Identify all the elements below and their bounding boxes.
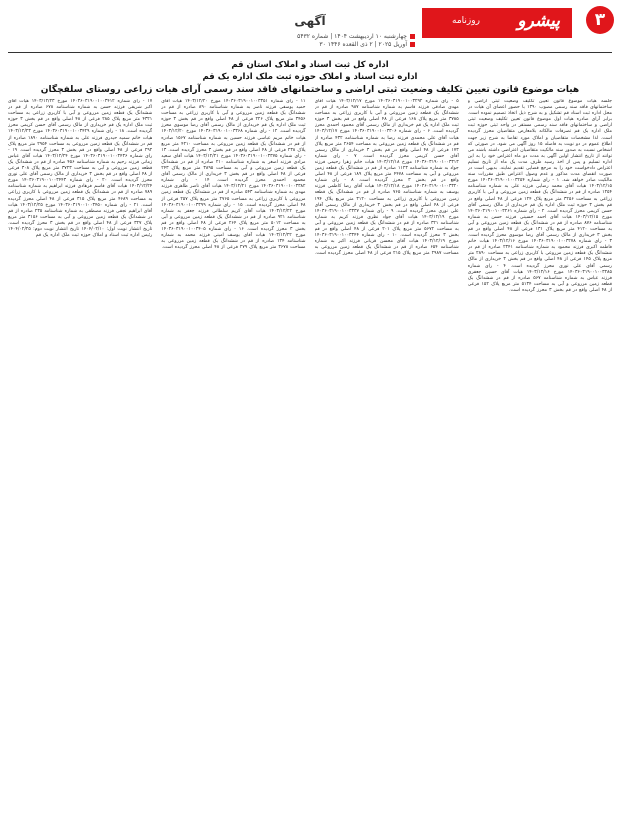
column-text: ۱۷ - رای شماره ۱۴۰۳۶۰۳۱۹۰۰۱۰۰۳۴۱۲ مورخ ۱۴۰۳/۱۲/۲۳ هیات آقای اکبر شریفی فرزند حسن به شماره شناسنامه ۶۷۸ صادره از قم در ششدانگ یک قطعه زمین مزروعی و آبی با کاربری زراعی به مساحت ۴۳۲۱ متر مربع پلاک ۲۸۵ فرعی از ۴۸ اصلی واقع در قم بخش ۳ حوزه ثبت ملک اداره یک قم خریداری از مالک رسمی آقای حسن کریمی محرز گردیده است. ۱۸ - رای شماره ۱۴۰۳۶۰۳۱۹۰۰۱۰۰۳۴۲۹ مورخ ۱۴۰۳/۱۲/۲۳ هیات خانم سمیه حیدری فرزند علی به شماره شناسنامه ۱۸۹۰ صادره از قم در ششدانگ یک قطعه زمین مزروعی به مساحت ۲۹۵۴ متر مربع پلاک ۲۹۲ فرعی از ۴۸ اصلی واقع در قم بخش ۳ محرز گردیده است. ۱۹ - رای شماره ۱۴۰۳۶۰۳۱۹۰۰۱۰۰۳۴۳۶ مورخ ۱۴۰۳/۱۲/۲۴ هیات آقای عباس زمانی فرزند رحیم به شماره شناسنامه ۴۵۶ صادره از قم در ششدانگ یک قطعه زمین مزروعی و آبی به مساحت ۳۷۲۳ متر مربع پلاک ۳۰۸ فرعی از ۴۸ اصلی واقع در قم بخش ۳ خریداری از مالک رسمی آقای علی نوری محرز گردیده است. ۲۰ - رای شماره ۱۴۰۳۶۰۳۱۹۰۰۱۰۰۳۴۴۳ مورخ ۱۴۰۳/۱۲/۲۴ هیات آقای قاسم فرهادی فرزند ابراهیم به شماره شناسنامه ۷۸۹ صادره از قم در ششدانگ یک قطعه زمین مزروعی با کاربری زراعی به مساحت ۴۶۸۹ متر مربع پلاک ۳۱۵ فرعی از ۴۸ اصلی محرز گردیده است. ۲۱ - رای شماره ۱۴۰۳۶۰۳۱۹۰۰۱۰۰۳۴۵۰ مورخ ۱۴۰۳/۱۲/۲۵ هیات آقای ابراهیم نجفی فرزند مصطفی به شماره شناسنامه ۲۳۵ صادره از قم در ششدانگ یک قطعه زمین مزروعی و آبی به مساحت ۳۱۵۶ متر مربع پلاک ۳۲۷ فرعی از ۴۸ اصلی واقع در قم بخش ۳ محرز گردیده است. تاریخ انتشار نوبت اول: ۱۴۰۴/۰۲/۱۰ تاریخ انتشار نوبت دوم: ۱۴۰۴/۰۲/۲۵ رئیس اداره ثبت اسناد و املاک حوزه ثبت ملک اداره یک قم (8, 99, 153, 239)
column-text: جلسه هیات موضوع قانون تعیین تکلیف وضعیت ثبتی اراضی و ساختمانهای فاقد سند رسمی مصوب ۱۳۹۰ با حضور اعضای آن هیات در محل اداره ثبت اسناد قم تشکیل و به شرح ذیل اتخاذ تصمیم نموده است. برابر آرای صادره هیات اول موضوع قانون تعیین تکلیف وضعیت ثبتی اراضی و ساختمانهای فاقد سند رسمی مستقر در واحد ثبتی حوزه ثبت ملک اداره یک قم تصرفات مالکانه بلامعارض متقاضیان محرز گردیده است. لذا مشخصات متقاضیان و املاک مورد تقاضا به شرح زیر جهت اطلاع عموم در دو نوبت به فاصله ۱۵ روز آگهی می شود. در صورتی که اشخاص نسبت به صدور سند مالکیت متقاضیان اعتراضی داشته باشند می توانند از تاریخ انتشار اولین آگهی به مدت دو ماه اعتراض خود را به این اداره تسلیم و پس از اخذ رسید ظرف مدت یک ماه از تاریخ تسلیم اعتراض دادخواست خود را به مرجع قضایی تقدیم نمایند. بدیهی است در صورت انقضای مدت مذکور و عدم وصول اعتراض طبق مقررات سند مالکیت صادر خواهد شد. ۱ - رای شماره ۱۴۰۳۶۰۳۱۹۰۰۱۰۰۳۲۵۴ مورخ ۱۴۰۳/۱۲/۱۵ هیات آقای محمد رضایی فرزند علی به شماره شناسنامه ۱۲۵۴ صادره از قم در ششدانگ یک قطعه زمین مزروعی و آبی با کاربری زراعی به مساحت ۳۲۵۶ متر مربع پلاک ۱۲۴ فرعی از ۴۸ اصلی واقع در قم بخش ۳ حوزه ثبت ملک اداره یک قم خریداری از مالک رسمی آقای حسن کریمی محرز گردیده است. ۲ - رای شماره ۱۴۰۳۶۰۳۱۹۰۰۱۰۰۳۲۶۱ مورخ ۱۴۰۳/۱۲/۱۵ هیات آقای احمد حسینی فرزند حسن به شماره شناسنامه ۸۷۶ صادره از قم در ششدانگ یک قطعه زمین مزروعی و آبی به مساحت ۴۱۲۰ متر مربع پلاک ۱۳۱ فرعی از ۴۸ اصلی واقع در قم بخش ۳ خریداری از مالک رسمی آقای رضا موسوی محرز گردیده است. ۳ - رای شماره ۱۴۰۳۶۰۳۱۹۰۰۱۰۰۳۲۷۸ مورخ ۱۴۰۳/۱۲/۱۶ هیات خانم فاطمه اکبری فرزند محمود به شماره شناسنامه ۲۳۴۱ صادره از قم در ششدانگ یک قطعه زمین مزروعی با کاربری زراعی به مساحت ۲۸۹۰ متر مربع پلاک ۱۴۵ فرعی از ۴۸ اصلی واقع در قم بخش ۳ خریداری از مالک رسمی آقای علی نوری محرز گردیده است. ۴ - رای شماره ۱۴۰۳۶۰۳۱۹۰۰۱۰۰۳۲۸۵ مورخ ۱۴۰۳/۱۲/۱۶ هیات آقای حسین جعفری فرزند عباس به شماره شناسنامه ۵۶۷ صادره از قم در ششدانگ یک قطعه زمین مزروعی و آبی به مساحت ۵۱۳۴ متر مربع پلاک ۱۵۲ فرعی از ۴۸ اصلی واقع در قم بخش ۳ محرز گردیده است. (467, 99, 612, 293)
notice-title-3: هیات موضوع قانون تعیین تکلیف وضعیت ثبتی اراضی و ساختمانهای فاقد سند رسمی آرای هیات زراعی روستای سلفچگان (40, 85, 580, 95)
column-3 (161, 99, 305, 831)
page-number-badge: ۳ (586, 6, 614, 34)
date-line-1: چهارشنبه ۱۰ اردیبهشت ۱۴۰۴ | شماره ۵۴۳۲ (297, 33, 415, 41)
section-title: آگهی (294, 14, 326, 28)
column-text: ۵ - رای شماره ۱۴۰۳۶۰۳۱۹۰۰۱۰۰۳۲۹۲ مورخ ۱۴۰۳/۱۲/۱۷ هیات آقای مهدی صادقی فرزند قاسم به شماره شناسنامه ۹۸۷ صادره از قم در ششدانگ یک قطعه زمین مزروعی و آبی با کاربری زراعی به مساحت ۳۷۸۵ متر مربع پلاک ۱۶۸ فرعی از ۴۸ اصلی واقع در قم بخش ۳ حوزه ثبت ملک اداره یک قم خریداری از مالک رسمی آقای محمود احمدی محرز گردیده است. ۶ - رای شماره ۱۴۰۳۶۰۳۱۹۰۰۱۰۰۳۳۰۶ مورخ ۱۴۰۳/۱۲/۱۷ هیات آقای علی محمدی فرزند رضا به شماره شناسنامه ۴۳۲ صادره از قم در ششدانگ یک قطعه زمین مزروعی به مساحت ۲۶۵۴ متر مربع پلاک ۱۷۳ فرعی از ۴۸ اصلی واقع در قم بخش ۳ خریداری از مالک رسمی آقای حسن کریمی محرز گردیده است. ۷ - رای شماره ۱۴۰۳۶۰۳۱۹۰۰۱۰۰۳۳۱۳ مورخ ۱۴۰۳/۱۲/۱۸ هیات خانم زهرا رحیمی فرزند جواد به شماره شناسنامه ۱۱۲۳ صادره از قم در ششدانگ یک قطعه زمین مزروعی و آبی به مساحت ۴۴۷۸ متر مربع پلاک ۱۸۹ فرعی از ۴۸ اصلی واقع در قم بخش ۳ محرز گردیده است. ۸ - رای شماره ۱۴۰۳۶۰۳۱۹۰۰۱۰۰۳۳۲۰ مورخ ۱۴۰۳/۱۲/۱۸ هیات آقای رضا کاظمی فرزند یوسف به شماره شناسنامه ۷۶۵ صادره از قم در ششدانگ یک قطعه زمین مزروعی با کاربری زراعی به مساحت ۳۱۲۰ متر مربع پلاک ۱۹۴ فرعی از ۴۸ اصلی واقع در قم بخش ۳ خریداری از مالک رسمی آقای علی نوری محرز گردیده است. ۹ - رای شماره ۱۴۰۳۶۰۳۱۹۰۰۱۰۰۳۳۳۷ مورخ ۱۴۰۳/۱۲/۱۹ هیات آقای جواد نظری فرزند کریم به شماره شناسنامه ۳۲۱ صادره از قم در ششدانگ یک قطعه زمین مزروعی و آبی به مساحت ۵۶۷۲ متر مربع پلاک ۲۰۱ فرعی از ۴۸ اصلی واقع در قم بخش ۳ محرز گردیده است. ۱۰ - رای شماره ۱۴۰۳۶۰۳۱۹۰۰۱۰۰۳۳۴۴ مورخ ۱۴۰۳/۱۲/۱۹ هیات آقای محسن قربانی فرزند اکبر به شماره شناسنامه ۶۵۴ صادره از قم در ششدانگ یک قطعه زمین مزروعی به مساحت ۲۹۸۷ متر مربع پلاک ۲۱۵ فرعی از ۴۸ اصلی محرز گردیده است. (314, 99, 459, 257)
notice-title-1: اداره کل ثبت اسناد و املاک استان قم (231, 60, 389, 70)
logo-name: پیشرو (517, 11, 560, 31)
date-line-2: ۳۰ آوریل ۲۰۲۵ | ۲ ذی القعده ۱۴۴۶ (297, 41, 415, 49)
column-text: ۱۱ - رای شماره ۱۴۰۳۶۰۳۱۹۰۰۱۰۰۳۳۵۱ مورخ ۱۴۰۳/۱۲/۲۰ هیات آقای حمید یوسفی فرزند ناصر به شماره شناسنامه ۸۹۰ صادره از قم در ششدانگ یک قطعه زمین مزروعی و آبی با کاربری زراعی به مساحت ۳۴۵۶ متر مربع پلاک ۲۲۶ فرعی از ۴۸ اصلی واقع در قم بخش ۳ حوزه ثبت ملک اداره یک قم خریداری از مالک رسمی آقای رضا موسوی محرز گردیده است. ۱۲ - رای شماره ۱۴۰۳۶۰۳۱۹۰۰۱۰۰۳۳۶۸ مورخ ۱۴۰۳/۱۲/۲۰ هیات خانم مریم عباسی فرزند حسین به شماره شناسنامه ۱۵۶۷ صادره از قم در ششدانگ یک قطعه زمین مزروعی به مساحت ۴۲۱۰ متر مربع پلاک ۲۳۸ فرعی از ۴۸ اصلی واقع در قم بخش ۳ محرز گردیده است. ۱۳ - رای شماره ۱۴۰۳۶۰۳۱۹۰۰۱۰۰۳۳۷۵ مورخ ۱۴۰۳/۱۲/۲۱ هیات آقای سعید مرادی فرزند اصغر به شماره شناسنامه ۲۱۰ صادره از قم در ششدانگ یک قطعه زمین مزروعی و آبی به مساحت ۳۸۹۵ متر مربع پلاک ۲۴۳ فرعی از ۴۸ اصلی واقع در قم بخش ۳ خریداری از مالک رسمی آقای محمود احمدی محرز گردیده است. ۱۴ - رای شماره ۱۴۰۳۶۰۳۱۹۰۰۱۰۰۳۳۸۲ مورخ ۱۴۰۳/۱۲/۲۱ هیات آقای ناصر طاهری فرزند مهدی به شماره شناسنامه ۵۴۳ صادره از قم در ششدانگ یک قطعه زمین مزروعی با کاربری زراعی به مساحت ۲۷۶۵ متر مربع پلاک ۲۵۷ فرعی از ۴۸ اصلی محرز گردیده است. ۱۵ - رای شماره ۱۴۰۳۶۰۳۱۹۰۰۱۰۰۳۳۹۹ مورخ ۱۴۰۳/۱۲/۲۲ هیات آقای کریم سلطانی فرزند جعفر به شماره شناسنامه ۹۲۱ صادره از قم در ششدانگ یک قطعه زمین مزروعی و آبی به مساحت ۵۰۱۲ متر مربع پلاک ۲۶۴ فرعی از ۴۸ اصلی واقع در قم بخش ۳ محرز گردیده است. ۱۶ - رای شماره ۱۴۰۳۶۰۳۱۹۰۰۱۰۰۳۴۰۵ مورخ ۱۴۰۳/۱۲/۲۲ هیات آقای یوسف امینی فرزند محمد به شماره شناسنامه ۱۳۴ صادره از قم در ششدانگ یک قطعه زمین مزروعی به مساحت ۳۶۷۸ متر مربع پلاک ۲۷۹ فرعی از ۴۸ اصلی محرز گردیده است. (161, 99, 306, 251)
column-2 (315, 99, 459, 831)
logo-prefix: روزنامه (452, 16, 480, 26)
issue-date (297, 33, 415, 49)
column-4 (8, 99, 152, 831)
notice-title-2: اداره ثبت اسناد و املاک حوزه ثبت ملک اداره یک قم (202, 72, 418, 82)
notice-columns (8, 99, 612, 831)
column-1 (468, 99, 612, 831)
page-header (0, 0, 620, 54)
header-divider (8, 52, 612, 53)
